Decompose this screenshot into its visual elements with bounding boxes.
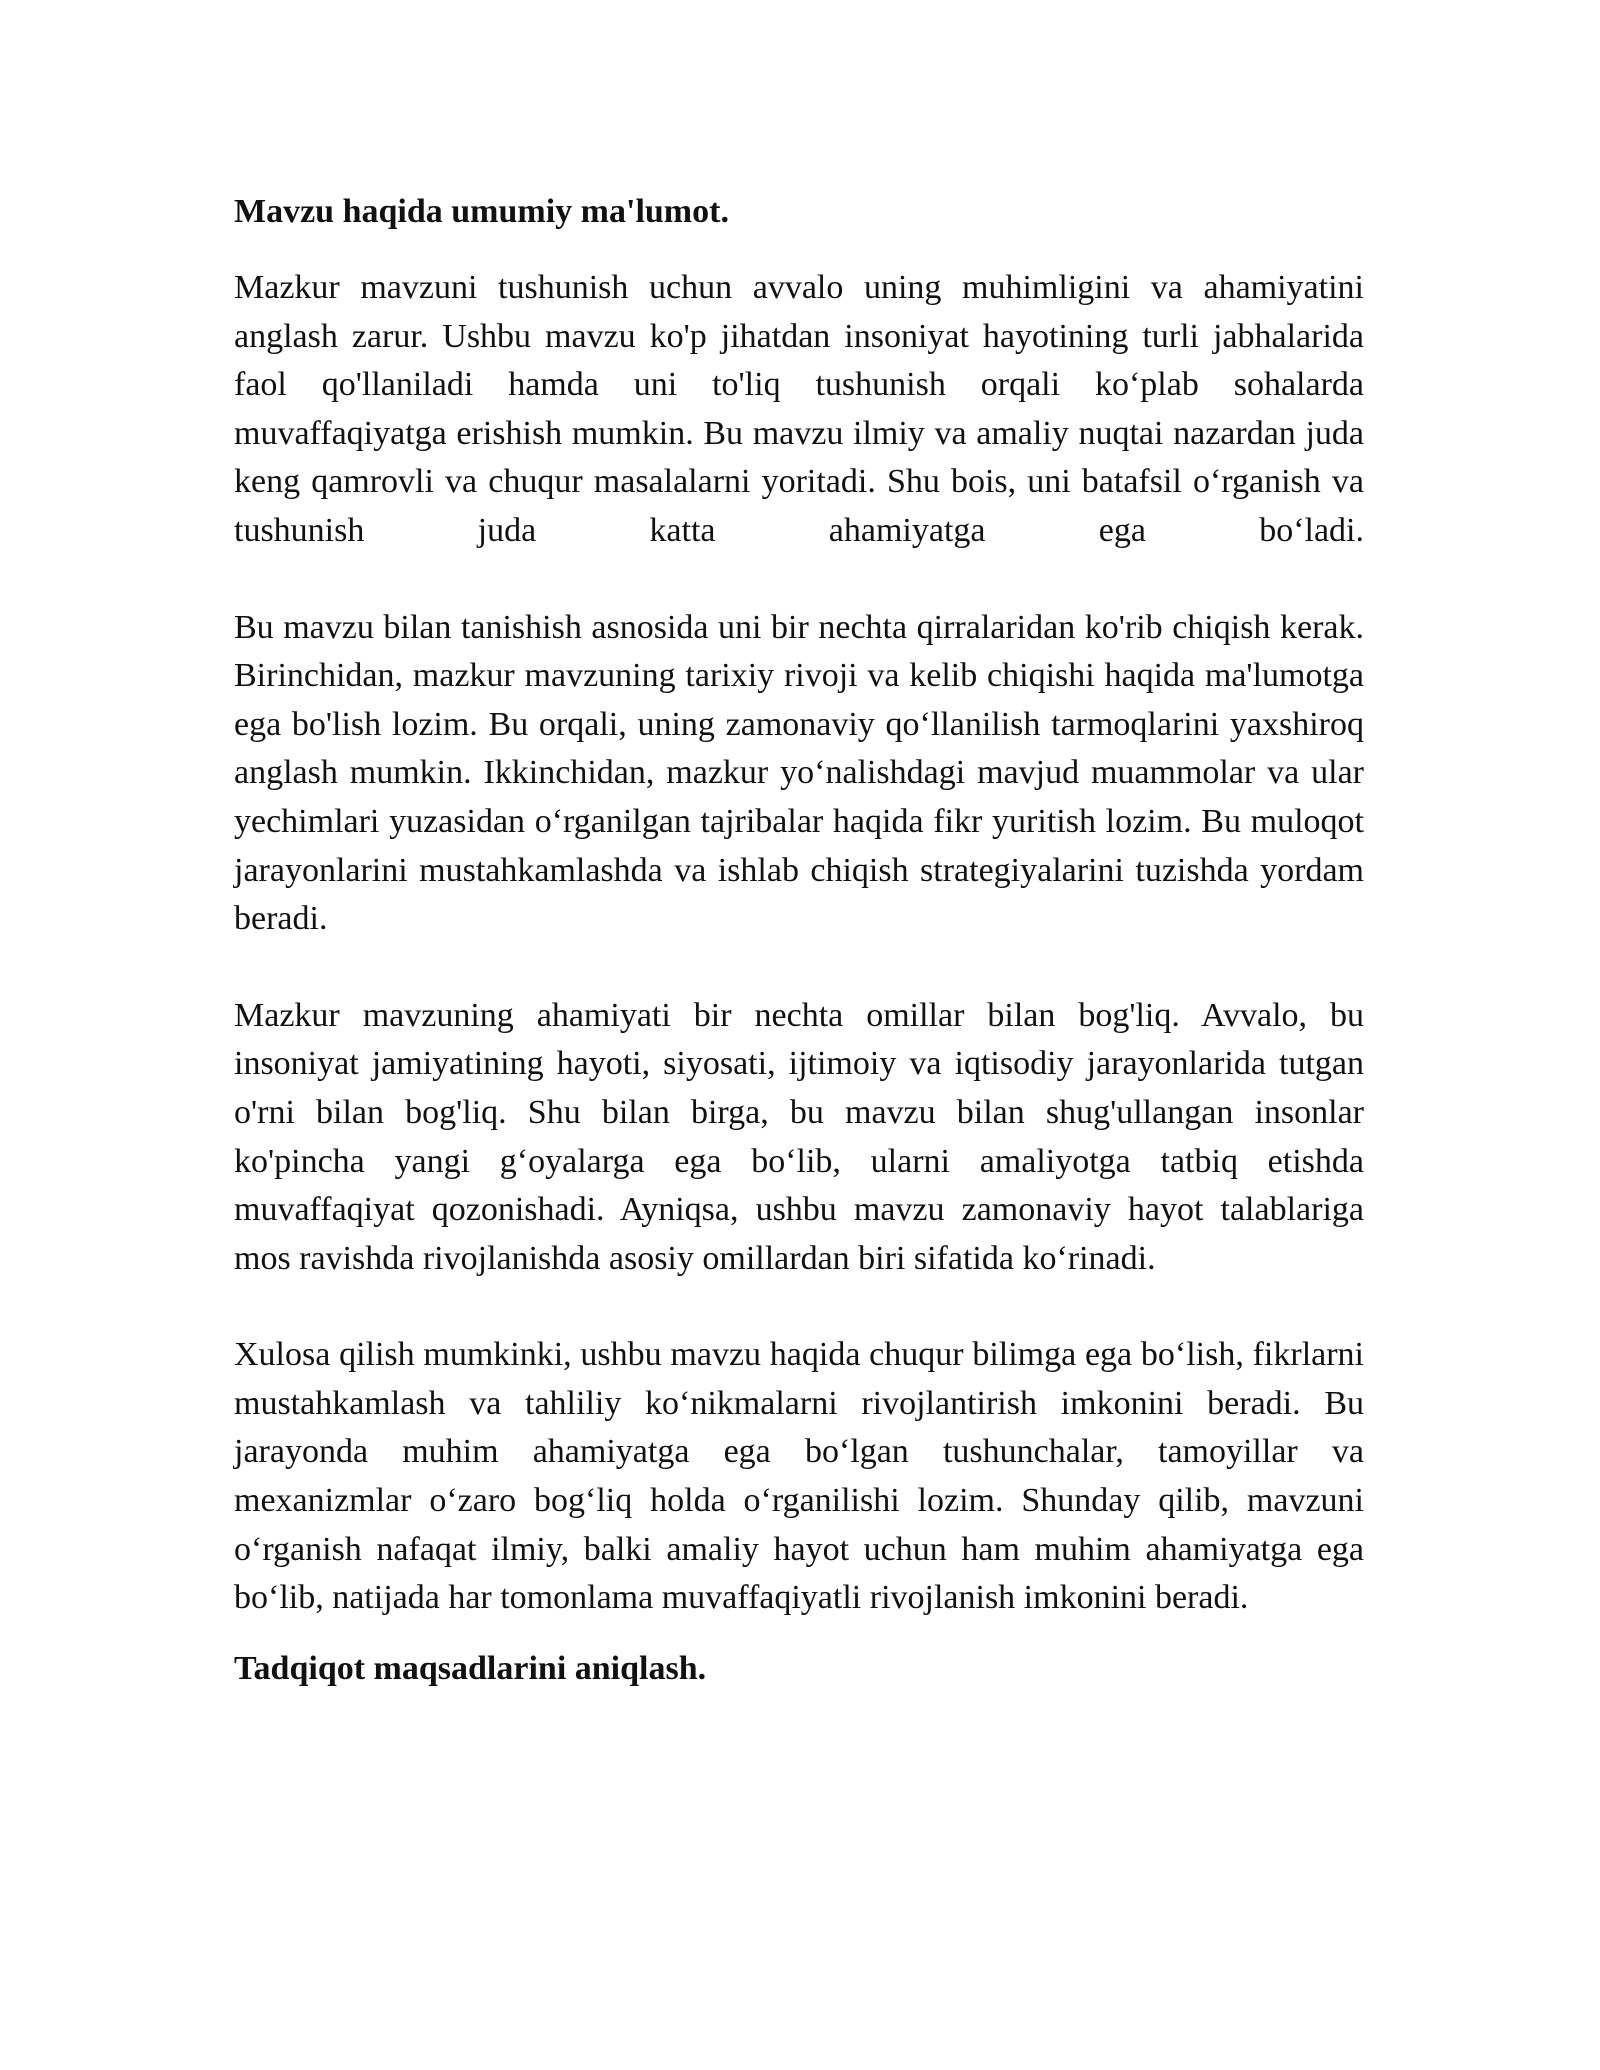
paragraph-conclusion: Xulosa qilish mumkinki, ushbu mavzu haqida chuqur bilimga ega bo‘lish, fikrlarni mustahkamlash va tahliliy ko‘nikmalarni rivojlantirish imkonini beradi. Bu jarayonda muhim ahamiyatga ega bo‘lgan tushunchalar, tamoyillar va mexanizmlar o‘zaro bog‘liq holda o‘rganilishi lozim. Shunday qilib, mavzuni o‘rganish nafaqat ilmiy, balki amaliy hayot uchun ham muhim ahamiyatga ega bo‘lib, natijada har tomonlama muvaffaqiyatli rivojlanish imkonini beradi. <box>234 1336 1364 1617</box>
section-heading-overview: Mavzu haqida umumiy ma'lumot. <box>234 193 729 230</box>
paragraph-significance: Mazkur mavzuning ahamiyati bir nechta omillar bilan bog'liq. Avvalo, bu insoniyat jamiyatining hayoti, siyosati, ijtimoiy va iqtisodiy jarayonlarida tutgan o'rni bilan bog'liq. Shu bilan birga, bu mavzu bilan shug'ullangan insonlar ko'pincha yangi g‘oyalarga ega bo‘lib, ularni amaliyotga tatbiq etishda muvaffaqiyat qozonishadi. Ayniqsa, ushbu mavzu zamonaviy hayot talablariga mos ravishda rivojlanishda asosiy omillardan biri sifatida ko‘rinadi. <box>234 996 1364 1277</box>
paragraph-aspects: Bu mavzu bilan tanishish asnosida uni bir nechta qirralaridan ko'rib chiqish kerak. Birinchidan, mazkur mavzuning tarixiy rivoji va kelib chiqishi haqida ma'lumotga ega bo'lish lozim. Bu orqali, uning zamonaviy qo‘llanilish tarmoqlarini yaxshiroq anglash mumkin. Ikkinchidan, mazkur yo‘nalishdagi mavjud muammolar va ular yechimlari yuzasidan o‘rganilgan tajribalar haqida fikr yuritish lozim. Bu muloqot jarayonlarini mustahkamlashda va ishlab chiqish strategiyalarini tuzishda yordam beradi. <box>234 608 1364 938</box>
paragraph-importance: Mazkur mavzuni tushunish uchun avvalo uning muhimligini va ahamiyatini anglash zarur. Ushbu mavzu ko'p jihatdan insoniyat hayotining turli jabhalarida faol qo'llaniladi hamda uni to'liq tushunish orqali ko‘plab sohalarda muvaffaqiyatga erishish mumkin. Bu mavzu ilmiy va amaliy nuqtai nazardan juda keng qamrovli va chuqur masalalarni yoritadi. Shu bois, uni batafsil o‘rganish va tushunish juda katta ahamiyatga ega bo‘ladi. <box>234 269 1364 549</box>
document-page <box>234 188 1364 1693</box>
section-heading-research-goals: Tadqiqot maqsadlarini aniqlash. <box>234 1649 707 1687</box>
